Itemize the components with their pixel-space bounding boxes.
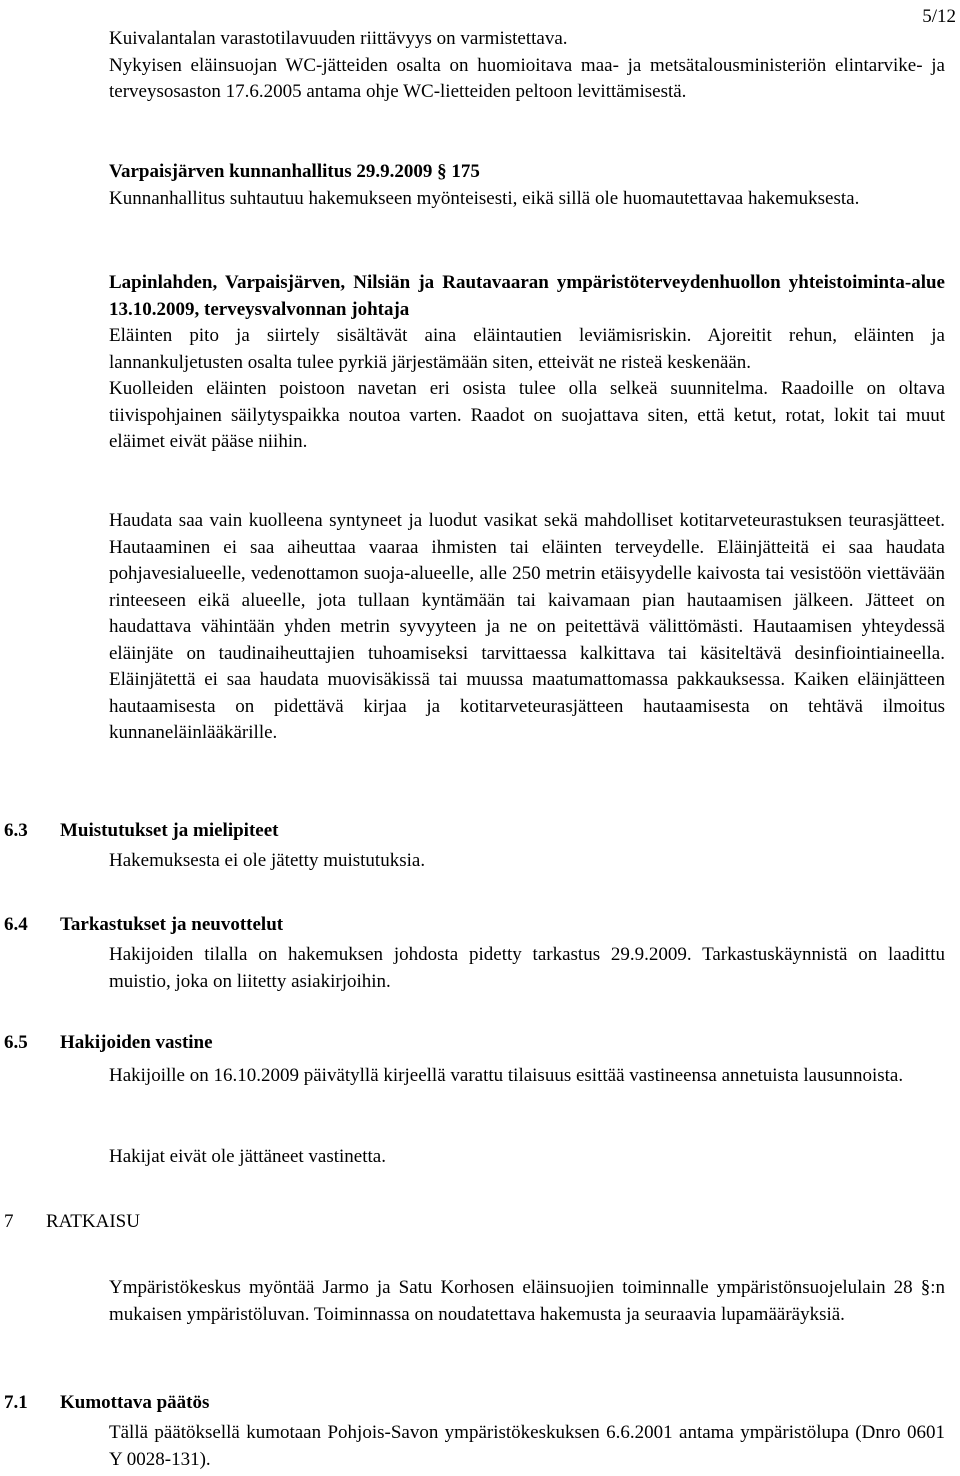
lapinlahti-statement: [109, 270, 945, 456]
paragraph: Hakijoiden tilalla on hakemuksen johdosta pidetty tarkastus 29.9.2009. Tarkastuskäynnistä on laadittu muistio, joka on liitetty asiakirjoihin.: [109, 944, 945, 992]
section-number: 6.3: [4, 820, 28, 841]
paragraph: Kuolleiden eläinten poistoon navetan eri osista tulee olla selkeä suunnitelma. Raadoille on oltava tiivispohjainen säilytyspaikka noutoa varten. Raadot on suojattava siten, että ketut, rotat, lokit tai muut eläimet eivät pääse niihin.: [109, 378, 945, 452]
section-heading-6-4: [4, 912, 283, 939]
varpaisjarvi-statement: [109, 159, 945, 212]
section-title: Muistutukset ja mielipiteet: [60, 820, 279, 841]
intro-section: [109, 26, 945, 106]
section-heading-7-1: [4, 1390, 209, 1417]
paragraph: Hakemuksesta ei ole jätetty muistutuksia.: [109, 850, 426, 871]
paragraph: Kuivalantalan varastotilavuuden riittävyys on varmistettava.: [109, 28, 568, 49]
paragraph: Hakijoille on 16.10.2009 päivätyllä kirjeellä varattu tilaisuus esittää vastineensa annetuista lausunnoista.: [109, 1065, 904, 1086]
paragraph: Hakijat eivät ole jättäneet vastinetta.: [109, 1146, 386, 1167]
statement-heading: Lapinlahden, Varpaisjärven, Nilsiän ja Rautavaaran ympäristöterveydenhuollon yhteistoiminta-alue 13.10.2009, terveysvalvonnan johtaja: [109, 272, 945, 320]
burial-paragraph: [109, 508, 945, 747]
section-number: 6.5: [4, 1032, 28, 1053]
paragraph: Nykyisen eläinsuojan WC-jätteiden osalta on huomioitava maa- ja metsätalousministeriön elintarvike- ja terveysosaston 17.6.2005 antama ohje WC-lietteiden peltoon levittämisestä.: [109, 54, 945, 102]
section-body-7-1: [109, 1420, 945, 1473]
paragraph: Eläinten pito ja siirtely sisältävät aina eläintautien leviämisriskin. Ajoreitit rehun, eläinten ja lannankuljetusten osalta tulee pyrkiä järjestämään siten, etteivät ne risteä keskenään.: [109, 325, 945, 373]
paragraph: Tällä päätöksellä kumotaan Pohjois-Savon ympäristökeskuksen 6.6.2001 antama ympäristölupa (Dnro 0601 Y 0028-131).: [109, 1422, 945, 1470]
section-body-7: [109, 1275, 945, 1328]
page-number: 5/12: [922, 6, 956, 27]
section-heading-6-3: [4, 818, 278, 845]
section-heading-7: [4, 1209, 140, 1236]
paragraph: Ympäristökeskus myöntää Jarmo ja Satu Korhosen eläinsuojien toiminnalle ympäristönsuojelulain 28 §:n mukaisen ympäristöluvan. Toiminnassa on noudatettava hakemusta ja seuraavia lupamääräyksiä.: [109, 1277, 945, 1325]
section-body-6-3: [109, 848, 945, 875]
paragraph: Kunnanhallitus suhtautuu hakemukseen myönteisesti, eikä sillä ole huomautettavaa hakemuksesta.: [109, 187, 860, 209]
section-title: RATKAISU: [46, 1211, 140, 1232]
section-number: 6.4: [4, 914, 28, 935]
statement-heading: Varpaisjärven kunnanhallitus 29.9.2009 § 175: [109, 161, 480, 182]
section-body-6-4: [109, 942, 945, 995]
section-title: Hakijoiden vastine: [60, 1032, 213, 1053]
section-title: Kumottava päätös: [60, 1392, 210, 1413]
section-number: 7: [4, 1211, 14, 1232]
section-title: Tarkastukset ja neuvottelut: [60, 914, 284, 935]
paragraph: Haudata saa vain kuolleena syntyneet ja luodut vasikat sekä mahdolliset kotitarveteurastuksen teurasjätteet. Hautaaminen ei saa aiheuttaa vaaraa ihmisten tai eläinten terveydelle. Eläinjätteitä ei saa haudata pohjavesialueelle, vedenottamon suoja-alueelle, alle 250 metrin etäisyydelle kaivosta tai vesistöön viettävään rinteeseen eikä alueelle, jota tullaan kyntämään tai kaivamaan pian hautaamisen jälkeen. Jätteet on haudattava vähintään yhden metrin syvyyteen ja ne on peitettävä välittömästi. Hautaamisen yhteydessä eläinjäte on taudinaiheuttajien tuhoamiseksi tarvittaessa kalkittava tai käsiteltävä desinfiointiaineella. Eläinjätettä ei saa haudata muovisäkissä tai muussa maatumattomassa pakkauksessa. Kaiken eläinjätteen hautaamisesta on pidettävä kirjaa ja kotitarveteurasjätteen hautaamisesta on tehtävä ilmoitus kunnaneläinlääkärille.: [109, 510, 945, 743]
section-number: 7.1: [4, 1392, 28, 1413]
section-body-6-5: [109, 1063, 945, 1090]
section-heading-6-5: [4, 1030, 213, 1057]
section-body-6-5-note: [109, 1144, 945, 1171]
